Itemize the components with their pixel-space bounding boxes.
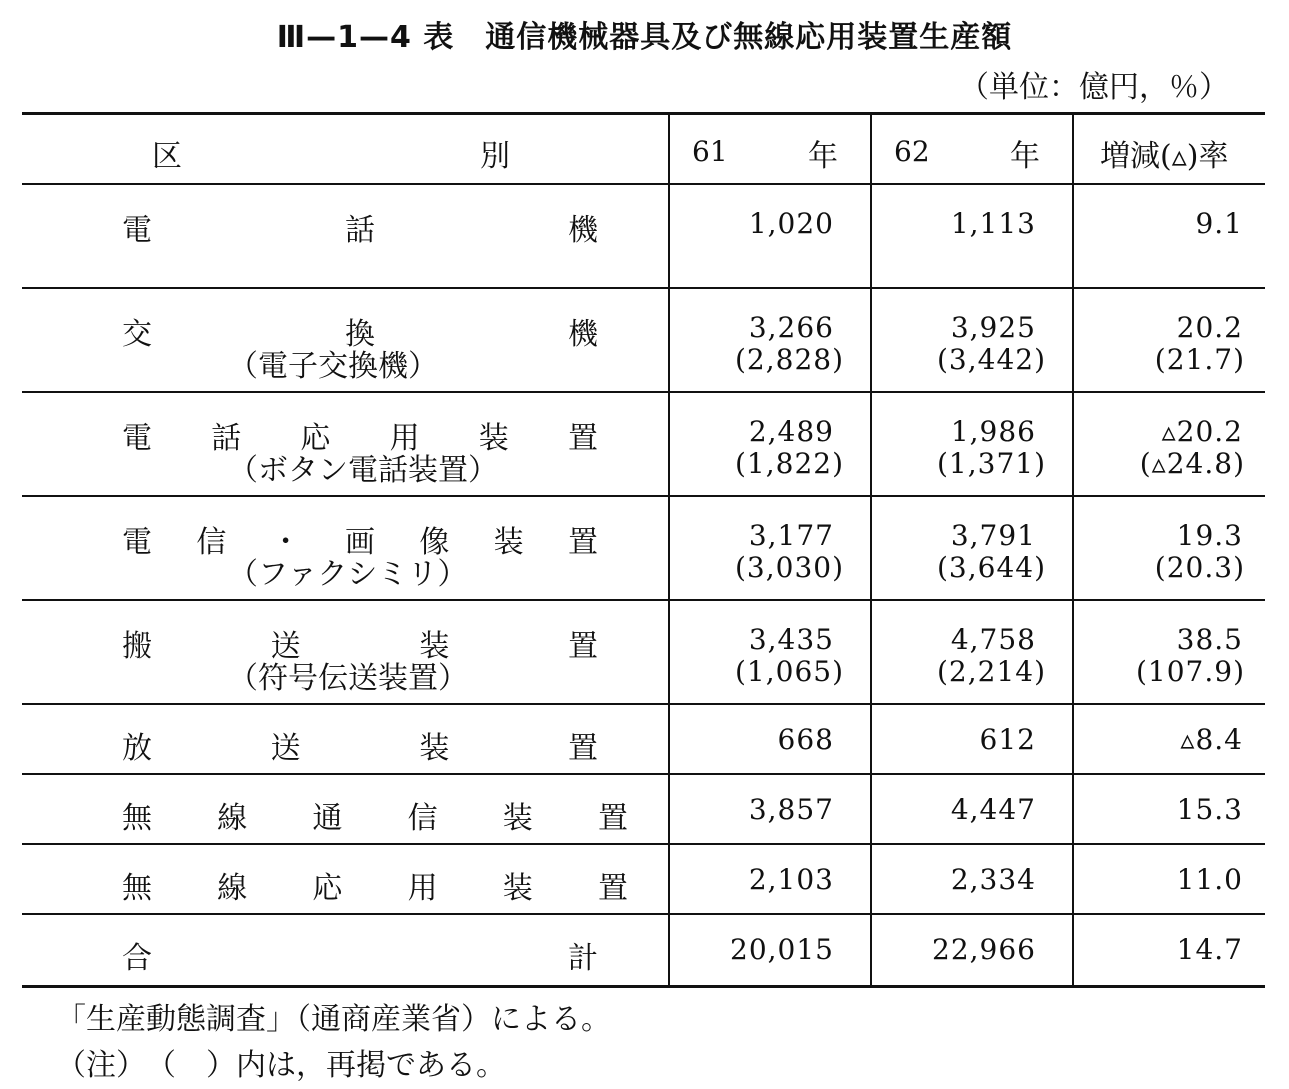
table-row — [22, 601, 1265, 705]
header-category-label-2: 別 — [480, 139, 510, 174]
change-rate: 14.7 — [1176, 933, 1243, 966]
change-rate-sub: (▵24.8) — [1139, 447, 1245, 480]
change-rate: 20.2 — [1176, 311, 1243, 344]
header-year-61-cell — [668, 115, 870, 183]
change-rate: ▵20.2 — [1161, 415, 1243, 448]
change-rate-sub: (21.7) — [1154, 343, 1245, 376]
header-year-62-suffix: 年 — [1010, 139, 1040, 174]
value-62: 4,447 — [950, 793, 1036, 826]
value-61: 2,103 — [748, 863, 834, 896]
value-62-sub: (1,371) — [936, 447, 1046, 480]
row-sublabel: （符号伝送装置） — [228, 661, 468, 696]
value-62-sub: (3,442) — [936, 343, 1046, 376]
change-rate: ▵8.4 — [1180, 723, 1243, 756]
table-row-total — [22, 915, 1265, 985]
table-title: Ⅲ—1—4 表 通信機械器具及び無線応用装置生産額 — [276, 20, 1013, 55]
value-62: 612 — [979, 723, 1036, 756]
source-note: 「生産動態調査」（通商産業省）による。 — [56, 1002, 611, 1037]
change-rate: 19.3 — [1176, 519, 1243, 552]
value-62: 1,113 — [950, 207, 1036, 240]
row-label: 電信・画像装置 — [122, 525, 598, 560]
row-sublabel: （ボタン電話装置） — [228, 453, 498, 488]
row-label: 電話応用装置 — [122, 421, 598, 456]
row-sublabel: （ファクシミリ） — [228, 557, 468, 592]
value-61: 668 — [777, 723, 834, 756]
value-61: 3,435 — [748, 623, 834, 656]
value-62: 3,791 — [950, 519, 1036, 552]
table-row — [22, 705, 1265, 775]
value-62: 4,758 — [950, 623, 1036, 656]
row-label: 無線通信装置 — [122, 801, 628, 836]
header-rate: 増減(▵)率 — [1100, 139, 1229, 174]
row-label: 無線応用装置 — [122, 871, 628, 906]
unit-label: （単位：億円，％） — [959, 70, 1229, 105]
header-year-61-suffix: 年 — [808, 139, 838, 174]
value-61: 3,266 — [748, 311, 834, 344]
value-61-sub: (2,828) — [734, 343, 844, 376]
header-year-62-cell — [870, 115, 1072, 183]
change-rate-sub: (107.9) — [1135, 655, 1245, 688]
table-row — [22, 185, 1265, 289]
value-62: 1,986 — [950, 415, 1036, 448]
change-rate-sub: (20.3) — [1154, 551, 1245, 584]
header-rate-cell — [1072, 115, 1263, 183]
change-rate: 15.3 — [1176, 793, 1243, 826]
table-row — [22, 775, 1265, 845]
table-row — [22, 393, 1265, 497]
value-61: 3,177 — [748, 519, 834, 552]
value-61: 2,489 — [748, 415, 834, 448]
table-row — [22, 845, 1265, 915]
value-61-sub: (3,030) — [734, 551, 844, 584]
value-62: 22,966 — [932, 933, 1036, 966]
value-62-sub: (3,644) — [936, 551, 1046, 584]
value-62-sub: (2,214) — [936, 655, 1046, 688]
row-label: 合計 — [122, 941, 598, 976]
row-label: 交換機 — [122, 317, 598, 352]
table-row — [22, 289, 1265, 393]
table-header-row — [22, 115, 1265, 185]
header-year-62: 62 — [894, 135, 930, 168]
table-row — [22, 497, 1265, 601]
row-sublabel: （電子交換機） — [228, 349, 438, 384]
header-category-label-1: 区 — [152, 139, 182, 174]
row-label: 電話機 — [122, 213, 598, 248]
row-label: 搬送装置 — [122, 629, 598, 664]
change-rate: 11.0 — [1176, 863, 1243, 896]
value-61-sub: (1,065) — [734, 655, 844, 688]
change-rate: 38.5 — [1176, 623, 1243, 656]
value-62: 2,334 — [950, 863, 1036, 896]
header-category-cell — [22, 115, 668, 183]
value-62: 3,925 — [950, 311, 1036, 344]
header-year-61: 61 — [692, 135, 728, 168]
value-61: 20,015 — [730, 933, 834, 966]
footnote: （注） （ ）内は，再掲である。 — [56, 1048, 506, 1083]
value-61-sub: (1,822) — [734, 447, 844, 480]
value-61: 3,857 — [748, 793, 834, 826]
row-label: 放送装置 — [122, 731, 598, 766]
change-rate: 9.1 — [1195, 207, 1243, 240]
value-61: 1,020 — [748, 207, 834, 240]
production-table — [22, 112, 1265, 988]
